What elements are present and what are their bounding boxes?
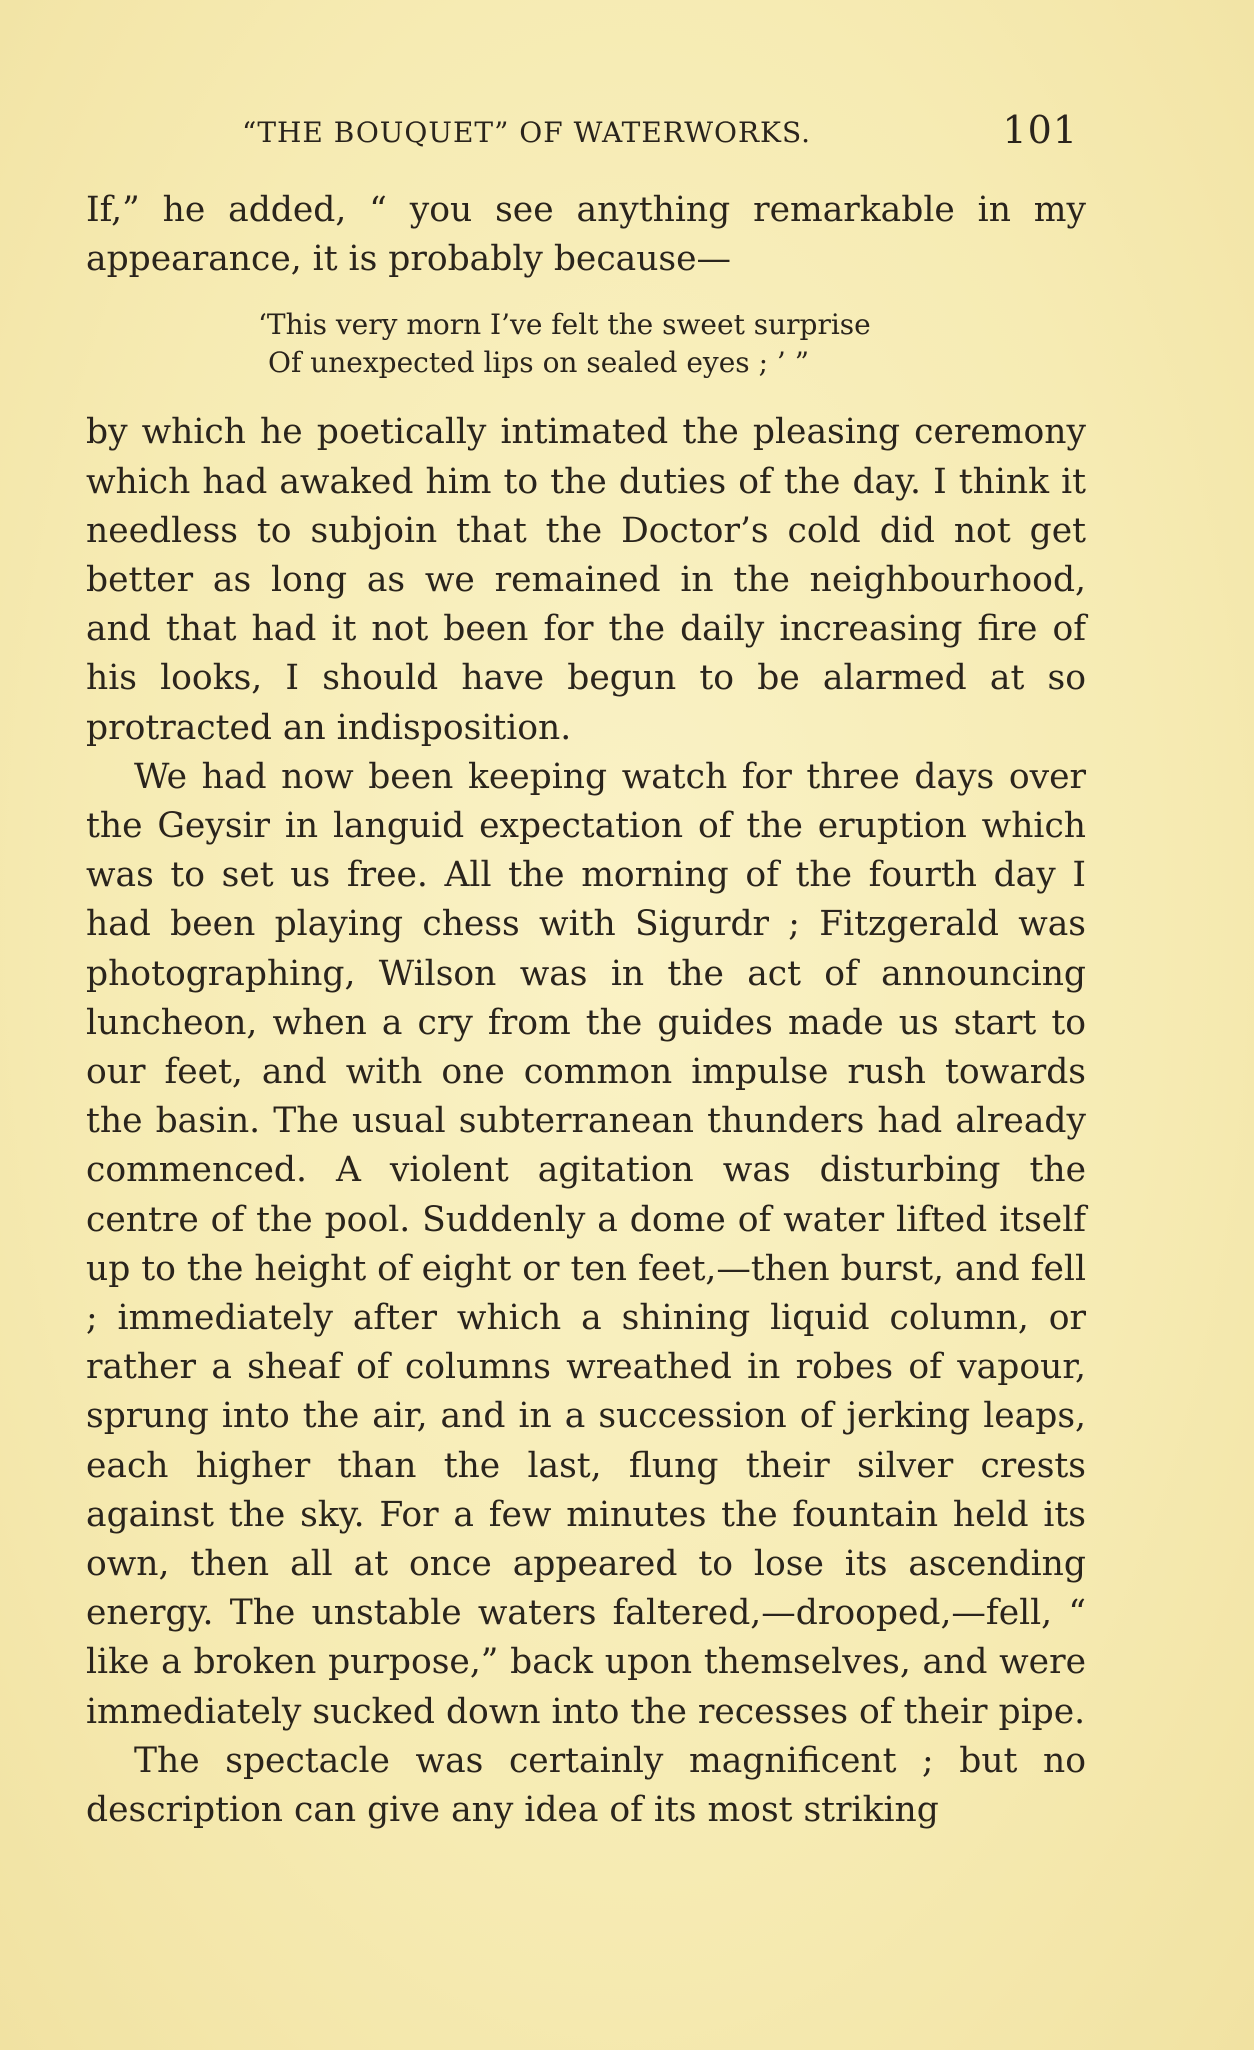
page-header [86,108,1086,168]
verse-quotation [258,306,1086,382]
book-page [86,108,1086,1835]
page-number: 101 [1002,108,1078,152]
body-text [86,186,1086,1835]
running-head: “THE BOUQUET” OF WATERWORKS. [242,116,812,149]
verse-line-1: ‘This very morn I’ve felt the sweet surprise [258,308,871,342]
paragraph-1: by which he poetically intimated the pleasing ceremony which had awaked him to the duties of the day. I think it needless to subjoin that the Doctor’s cold did not get better as long as we remained in the neighbourhood, and that had it not been for the daily increasing fire of his looks, I should have begun to be alarmed at so protracted an indisposition. [86,412,1086,748]
opening-paragraph: If,” he added, “ you see anything remarkable in my appearance, it is probably because— [86,190,1086,280]
paragraph-2: We had now been keeping watch for three days over the Geysir in languid expectation of the eruption which was to set us free. All the morning of the fourth day I had been playing chess with Sigurdr ; Fitzgerald was photographing, Wilson was in the act of announcing luncheon, when a cry from the guides made us start to our feet, and with one common impulse rush towards the basin. The usual subterranean thunders had already commenced. A violent agitation was disturbing the centre of the pool. Suddenly a dome of water lifted itself up to the height of eight or ten feet,—then burst, and fell ; immediately after which a shining liquid column, or rather a sheaf of columns wreathed in robes of vapour, sprung into the air, and in a succession of jerking leaps, each higher than the last, flung their silver crests against the sky. For a few minutes the fountain held its own, then all at once appeared to lose its ascending energy. The unstable waters faltered,—drooped,—fell, “ like a broken purpose,” back upon themselves, and were immediately sucked down into the recesses of their pipe. [86,756,1086,1732]
verse-line-2: Of unexpected lips on sealed eyes ; ’ ” [268,346,810,380]
paragraph-3: The spectacle was certainly magnificent ; but no description can give any idea of its most striking [86,1740,1086,1831]
